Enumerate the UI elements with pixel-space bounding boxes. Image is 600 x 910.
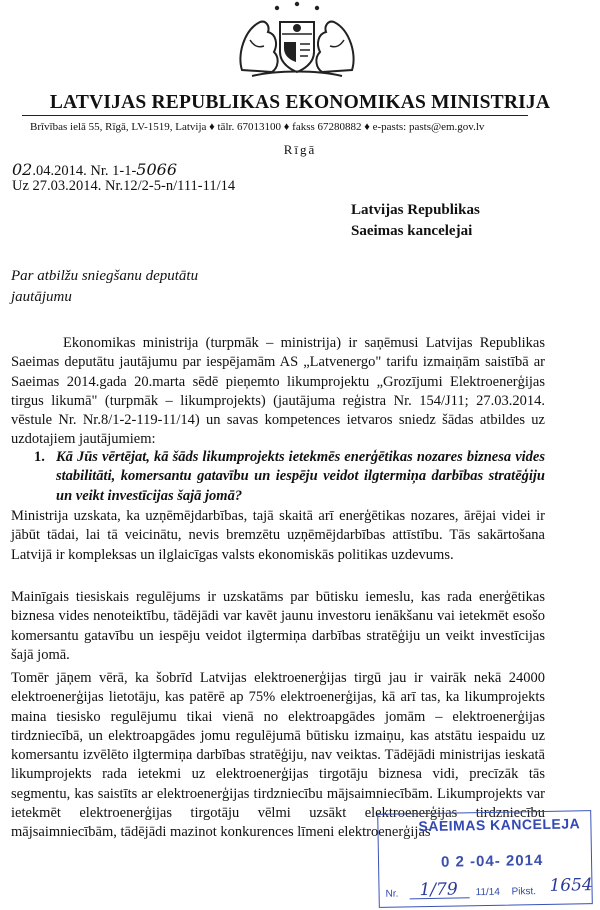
recipient-line-1: Latvijas Republikas: [351, 202, 480, 218]
stamp-date: 0 2 -04- 2014: [440, 851, 544, 871]
stamp-pages-label: Pikst.: [511, 886, 537, 898]
handwritten-reg-number: 5066: [136, 160, 177, 179]
document-number: [12, 160, 177, 180]
handwritten-day: 02: [12, 160, 33, 179]
answer-paragraph-3: Tomēr jāņem vērā, ka šobrīd Latvijas elektroenerģijas tirgū jau ir vairāk nekā 24000 elektroenerģijas lietotāju, kas patērē ap 75% elektroenerģijas, kā arī tas, ka likumprojekts maina tiesisko regulējumu tikai vienā no elektroapgādes jomām – elektroenerģijas tirdzniecībā, un elektroapgādes jomu regulējumā būtisku izmaiņu, kas atstātu iespaidu uz komersantu izvēlēto ilgtermiņa darbības stratēģiju, nav veiktas. Tādējādi ministrijas ieskatā likumprojekts rada ietekmi uz elektroenerģijas tirgotāju biznesa vidi, precīzāk tās segmentu, kas saistīts ar elektroenerģijas tirdzniecību mājsaimniecībām. Likumprojekts var ietekmēt elektroenerģijas tirgotāju vēlmi uzsākt elektroenerģijas tirdzniecību mājsaimniecībām, tādējādi mazinot konkurences līmeni elektroenerģijas: [11, 670, 545, 841]
ministry-title: LATVIJAS REPUBLIKAS EKONOMIKAS MINISTRIJA: [49, 92, 551, 113]
contact-line: Brīvības ielā 55, Rīgā, LV-1519, Latvija ♦ tālr. 67013100 ♦ fakss 67280882 ♦ e-pasts: pasts@em.gov.lv: [30, 121, 485, 133]
reply-reference: Uz 27.03.2014. Nr.12/2-5-n/111-11/14: [12, 178, 236, 194]
recipient-line-2: Saeimas kancelejai: [351, 223, 473, 239]
stamp-nr-label: Nr.: [385, 888, 399, 900]
answer-paragraph-2: Mainīgais tiesiskais regulējums ir uzskatāms par būtisku iemeslu, kas rada enerģētikas biznesa vides nenoteiktību, tādējādi var kavēt jaunu investoru ienākšanu vai ietekmēt esošo komersantu gatavību un iespēju veidot ilgtermiņa darbības stratēģiju un veikt investīcijas šajā jomā.: [11, 589, 545, 663]
stamp-organization: SAEIMAS KANCELEJA: [418, 815, 581, 835]
subject-line-1: Par atbilžu sniegšanu deputātu: [11, 268, 199, 284]
stamp-pages-value: 1654: [549, 875, 593, 896]
intro-paragraph: Ekonomikas ministrija (turpmāk – ministrija) ir saņēmusi Latvijas Republikas Saeimas deputātu jautājumu par iespējamām AS „Latvenergo" tarifu izmaiņām saistībā ar Saeimas 2014.gada 20.marta sēdē pieņemto likumprojektu „Grozījumi Elektroenerģijas tirgus likumā" (turpmāk – likumprojekts) (jautājuma reģistra Nr. 154/J11; 27.03.2014. vēstule Nr. Nr.8/1-2-119-11/14) un savas kompetences ietvaros sniedz šādas atbildes uz uzdotajiem jautājumiem:: [11, 335, 545, 448]
question-text: Kā Jūs vērtējat, kā šāds likumprojekts ietekmēs enerģētikas nozares biznesa vides stabilitāti, komersantu gatavību un iespēju veidot ilgtermiņa darbības stratēģiju un veikt investīcijas šajā jomā?: [56, 449, 545, 504]
subject-block: [11, 266, 198, 308]
stamp-registration-number: 1/79: [419, 879, 458, 901]
coat-of-arms-emblem: [222, 0, 372, 80]
answer-paragraph-1: Ministrija uzskata, ka uzņēmējdarbības, tajā skaitā arī enerģētikas nozares, ārējai videi ir jābūt tādai, lai tā veicinātu, nevis bremzētu uzņēmējdarbības attīstību. Tās sakārtošana Latvijā ir kompleksas un ilglaicīgas valsts ekonomiskās politikas uzdevums.: [11, 508, 545, 563]
question-number: 1.: [34, 449, 45, 465]
subject-line-2: jautājumu: [11, 289, 72, 305]
recipient-block: [351, 200, 480, 242]
header-divider: [22, 115, 528, 116]
question-1: [11, 448, 545, 506]
document-number-printed: .04.2014. Nr. 1-1-: [32, 163, 137, 179]
city-label: Rīgā: [283, 142, 317, 157]
stamp-reg-suffix: 11/14: [475, 886, 500, 899]
received-stamp: [377, 810, 593, 908]
